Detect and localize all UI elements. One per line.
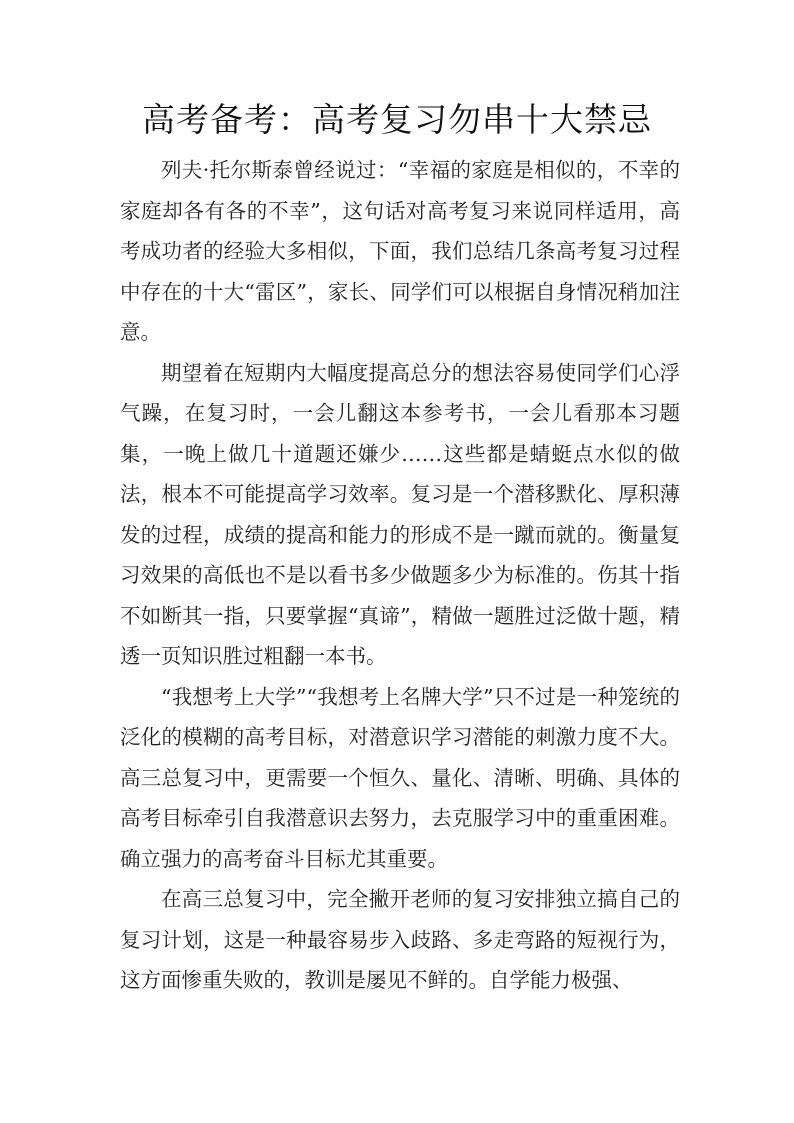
paragraph-3: “我想考上大学”“我想考上名牌大学”只不过是一种笼统的泛化的模糊的高考目标，对潜意识学习潜能的刺激力度不大。高三总复习中，更需要一个恒久、量化、清晰、明确、具体的高考目标牵引自我潜意识去努力，去克服学习中的重重困难。确立强力的高考奋斗目标尤其重要。	[120, 684, 680, 871]
paragraph-2: 期望着在短期内大幅度提高总分的想法容易使同学们心浮气躁，在复习时，一会儿翻这本参考书，一会儿看那本习题集，一晚上做几十道题还嫌少……这些都是蜻蜓点水似的做法，根本不可能提高学习效率。复习是一个潜移默化、厚积薄发的过程，成绩的提高和能力的形成不是一蹴而就的。衡量复习效果的高低也不是以看书多少做题多少为标准的。伤其十指不如断其一指，只要掌握“真谛”，精做一题胜过泛做十题，精透一页知识胜过粗翻一本书。	[120, 360, 680, 668]
paragraph-4: 在高三总复习中，完全撇开老师的复习安排独立搞自己的复习计划，这是一种最容易步入歧路、多走弯路的短视行为，这方面惨重失败的，教训是屡见不鲜的。自学能力极强、	[120, 887, 680, 992]
document-title: 高考备考：高考复习勿串十大禁忌	[142, 100, 652, 139]
document-body	[120, 150, 680, 1001]
paragraph-1: 列夫·托尔斯泰曾经说过：“幸福的家庭是相似的，不幸的家庭却各有各的不幸”，这句话对高考复习来说同样适用，高考成功者的经验大多相似，下面，我们总结几条高考复习过程中存在的十大“雷区”，家长、同学们可以根据自身情况稍加注意。	[120, 158, 680, 344]
